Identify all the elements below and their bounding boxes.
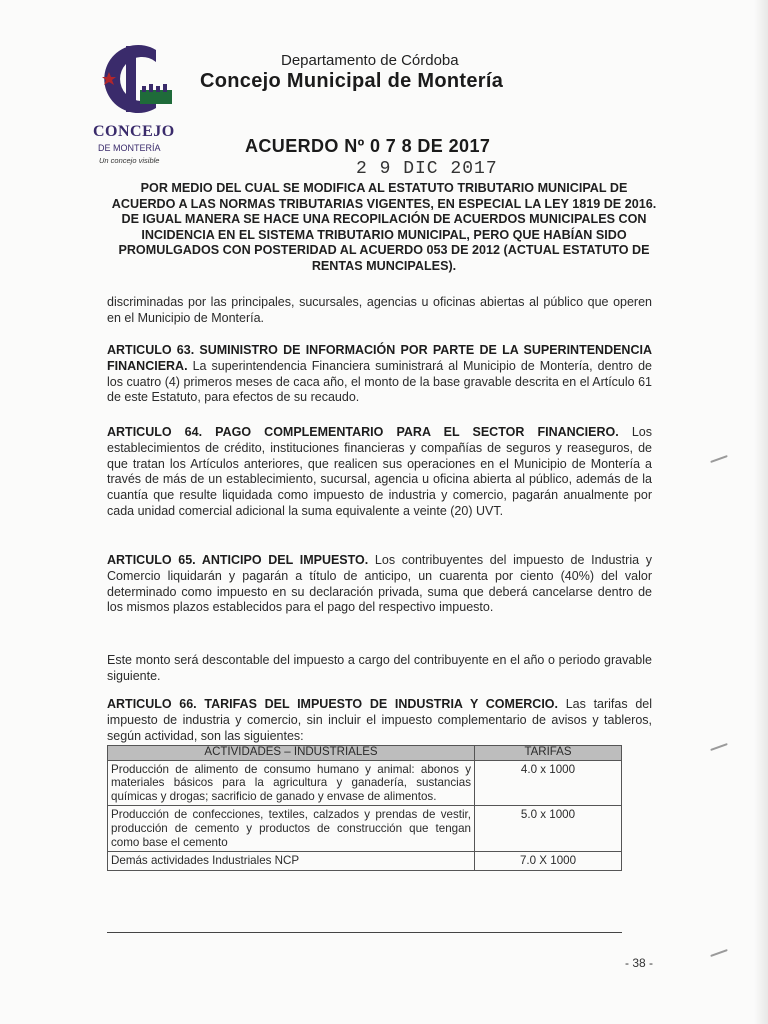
activity-cell: Producción de alimento de consumo humano y animal: abonos y materiales básicos para la agricultura y ganadería, sustancias químicas y drogas; sacrificio de ganado y envase de alimentos. (108, 760, 475, 806)
header-activities: ACTIVIDADES – INDUSTRIALES (108, 746, 475, 761)
agreement-subject: POR MEDIO DEL CUAL SE MODIFICA AL ESTATUTO TRIBUTARIO MUNICIPAL DE ACUERDO A LAS NORMAS TRIBUTARIAS VIGENTES, EN ESPECIAL LA LEY 1819 DE 2016. DE IGUAL MANERA SE HACE UNA RECOPILACIÓN DE ACUERDOS MUNICIPALES CON INCIDENCIA EN EL SISTEMA TRIBUTARIO MUNICIPAL, PERO QUE HABÍAN SIDO PROMULGADOS CON POSTERIDAD AL ACUERDO 053 DE 2012 (ACTUAL ESTATUTO DE RENTAS MUNCIPALES). (111, 181, 657, 273)
scan-mark (710, 743, 728, 751)
footer-rule (107, 932, 622, 933)
table-row (108, 760, 622, 806)
page-edge-shadow (754, 0, 768, 1024)
page-number: - 38 - (625, 956, 654, 970)
rate-cell: 4.0 x 1000 (475, 760, 622, 806)
logo-subtitle: DE MONTERÍA (98, 143, 161, 153)
article-63 (107, 343, 652, 406)
article-65-text: Los contribuyentes del impuesto de Industria y Comercio liquidarán y pagarán a título de anticipo, un cuarenta por ciento (40%) del valor determinado como impuesto en su declaración privada, suma que deberá cancelarse dentro de los mismos plazos establecidos para el pago del respectivo impuesto. (107, 553, 652, 615)
council-name: Concejo Municipal de Montería (200, 70, 504, 92)
logo-tagline: Un concejo visible (99, 156, 160, 165)
table-row (108, 806, 622, 852)
agreement-number: ACUERDO Nº 0 7 8 DE 2017 (245, 136, 491, 156)
department-name: Departamento de Córdoba (281, 52, 459, 69)
table-header-row (108, 746, 622, 761)
article-65 (107, 553, 652, 616)
scan-mark (710, 455, 728, 463)
table-row (108, 852, 622, 871)
article-66-heading: ARTICULO 66. TARIFAS DEL IMPUESTO DE INDUSTRIA Y COMERCIO. (107, 697, 559, 711)
article-64-heading: ARTICULO 64. PAGO COMPLEMENTARIO PARA EL SECTOR FINANCIERO. (107, 425, 619, 439)
logo-title: CONCEJO (93, 123, 175, 140)
rate-cell: 7.0 X 1000 (475, 852, 622, 871)
council-logo (96, 44, 178, 114)
date-stamp: 2 9 DIC 2017 (356, 159, 498, 179)
article-65-heading: ARTICULO 65. ANTICIPO DEL IMPUESTO. (107, 553, 369, 567)
deductible-paragraph: Este monto será descontable del impuesto a cargo del contribuyente en el año o periodo gravable siguiente. (107, 653, 652, 683)
article-66 (107, 697, 652, 744)
article-64-text: Los establecimientos de crédito, instituciones financieras y compañías de seguros y reaseguros, de que tratan los Artículos anteriores, que realicen sus operaciones en el Municipio de Montería a través de más de un establecimiento, sucursal, agencia u oficina abierta al público, además de la cuantía que resulte liquidada como impuesto de industria y comercio, pagarán anualmente por cada unidad comercial adicional la suma equivalente a veinte (20) UVT. (107, 425, 652, 518)
article-64 (107, 425, 652, 520)
header-rates: TARIFAS (475, 746, 622, 761)
activity-cell: Demás actividades Industriales NCP (108, 852, 475, 871)
rate-cell: 5.0 x 1000 (475, 806, 622, 852)
article-63-heading: ARTICULO 63. SUMINISTRO DE INFORMACIÓN POR PARTE DE LA SUPERINTENDENCIA FINANCIERA. (107, 343, 652, 373)
article-66-text: Las tarifas del impuesto de industria y comercio, sin incluir el impuesto complementario de avisos y tableros, según actividad, son las siguientes: (107, 697, 652, 743)
article-63-text: La superintendencia Financiera suministrará al Municipio de Montería, dentro de los cuatro (4) primeros meses de caca año, el monto de la base gravable descrita en el Artículo 61 de este Estatuto, para efectos de su recaudo. (107, 358, 652, 405)
scan-mark (710, 949, 728, 957)
tax-rates-table (107, 745, 622, 871)
continuation-paragraph: discriminadas por las principales, sucursales, agencias u oficinas abiertas al público que operen en el Municipio de Montería. (107, 295, 652, 325)
activity-cell: Producción de confecciones, textiles, calzados y prendas de vestir, producción de cemento y productos de construcción que tengan como base el cemento (108, 806, 475, 852)
